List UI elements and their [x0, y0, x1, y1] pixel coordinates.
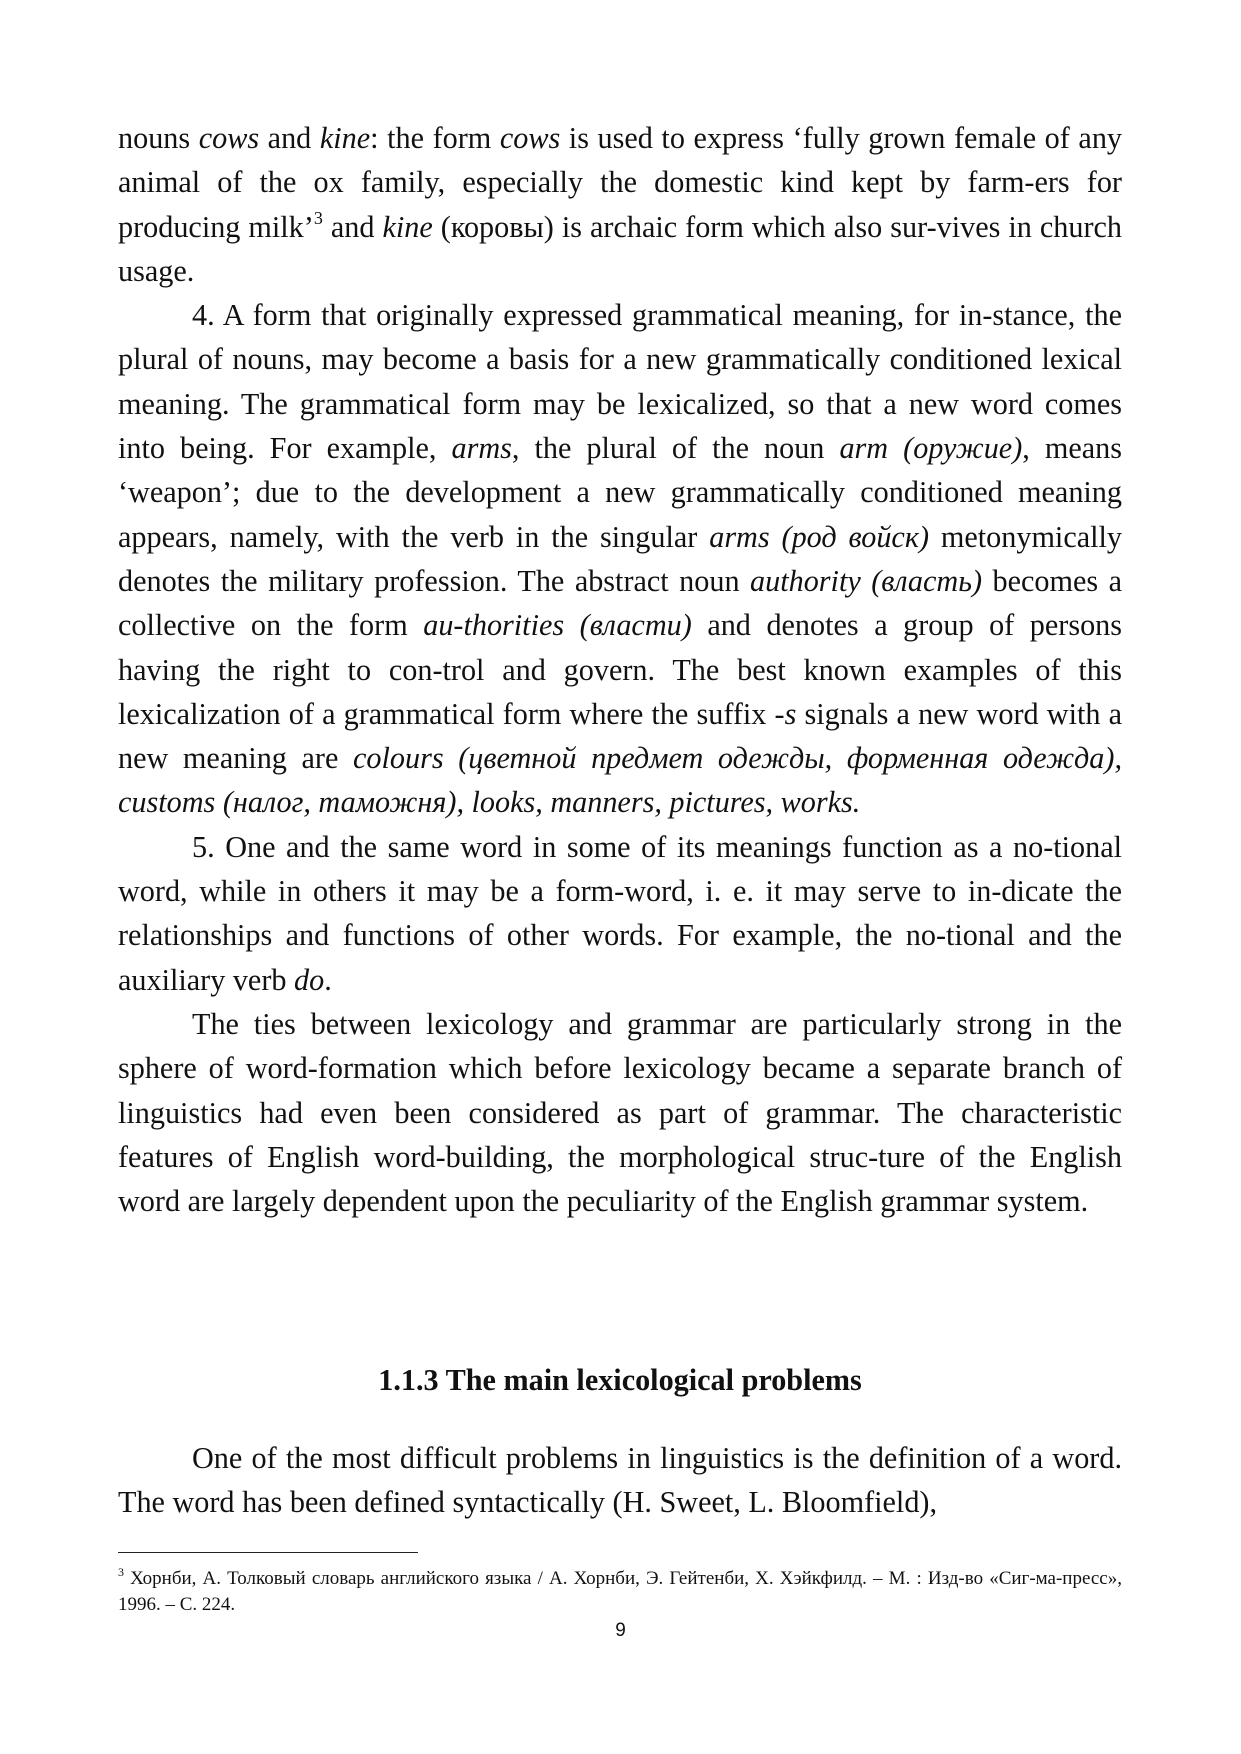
paragraph-item-5 — [118, 825, 1122, 1002]
text-run: (коровы) is archaic form which also sur-vives in church usage. — [118, 209, 1122, 288]
italic-term: do — [294, 962, 325, 997]
section-paragraph-container — [118, 1436, 1122, 1525]
section-heading: 1.1.3 The main lexicological problems — [378, 1363, 862, 1397]
text-run: and denotes a group of persons having the right to con-trol and govern. The best known examples of this lexicalization of a grammatical form where the suffix — [118, 608, 1123, 731]
text-run: : the form — [370, 121, 500, 155]
paragraph-continued — [118, 116, 1122, 293]
italic-term: authority (власть) — [750, 563, 982, 598]
italic-term: colours (цветной предмет одежды, форменная одежда), customs (налог, таможня), looks, manners, pictures, works. — [118, 741, 1122, 820]
footnote-marker: 3 — [118, 1565, 124, 1579]
italic-term: cows — [499, 121, 561, 155]
text-run: and — [322, 209, 383, 244]
text-run: is used to express ‘fully grown female of any animal of the ox family, especially the domestic kind kept by farm-ers for producing milk’ — [118, 121, 1123, 244]
italic-term: kine — [382, 209, 433, 244]
page-number: 9 — [615, 1620, 626, 1641]
text-run: 5. One and the same word in some of its meanings function as a no-tional word, while in others it may be a form-word, i. e. it may serve to in-dicate the relationships and functions of other words. For example, the no-tional and the auxiliary verb — [118, 829, 1122, 997]
italic-term: arm (оружие) — [839, 431, 1023, 466]
text-run: signals a new word with a new meaning are — [118, 696, 1122, 776]
section-paragraph: One of the most difficult problems in linguistics is the definition of a word. The word has been defined syntactically (H. Sweet, L. Bloomfield), — [118, 1441, 1122, 1520]
italic-term: cows — [198, 121, 260, 155]
footnote-separator — [118, 1552, 418, 1553]
italic-term: arms (род войск) — [709, 519, 929, 554]
text-run: metonymically denotes the military profession. The abstract noun — [118, 519, 1122, 598]
text-run: , the plural of the noun — [511, 431, 840, 466]
text-run: 4. A form that originally expressed grammatical meaning, for in-stance, the plural of nouns, may become a basis for a new grammatically conditioned lexical meaning. The grammatical form may be lexicalized, so that a new word comes into being. For example, — [118, 298, 1122, 466]
text-run: becomes a collective on the form — [118, 563, 1122, 643]
text-run: and — [259, 121, 320, 155]
footnote-text: Хорнби, А. Толковый словарь английского языка / А. Хорнби, Э. Гейтенби, Х. Хэйкфилд. – М. : Изд-во «Сиг-ма-пресс», 1996. – С. 224. — [118, 1568, 1122, 1615]
text-run: . — [324, 962, 332, 997]
text-run: The ties between lexicology and grammar are particularly strong in the sphere of word-formation which before lexicology became a separate branch of linguistics had even been considered as part of grammar. The characteristic features of English word-building, the morphological struc-ture of the English word are largely dependent upon the peculiarity of the English grammar system. — [118, 1006, 1122, 1219]
italic-term: kine — [319, 121, 371, 155]
italic-term: arms — [451, 431, 512, 466]
footnote-reference: 3 — [313, 207, 323, 228]
paragraph-item-4 — [118, 293, 1122, 825]
text-run: nouns — [118, 121, 199, 155]
paragraph-ties — [118, 1002, 1122, 1223]
italic-term: au-thorities (власти) — [423, 608, 692, 643]
italic-term: -s — [774, 696, 797, 731]
body-text — [118, 116, 1122, 1223]
text-run: , means ‘weapon’; due to the development a new grammatically conditioned meaning appears, namely, with the verb in the singular — [118, 431, 1122, 554]
footnote — [118, 1566, 1122, 1618]
